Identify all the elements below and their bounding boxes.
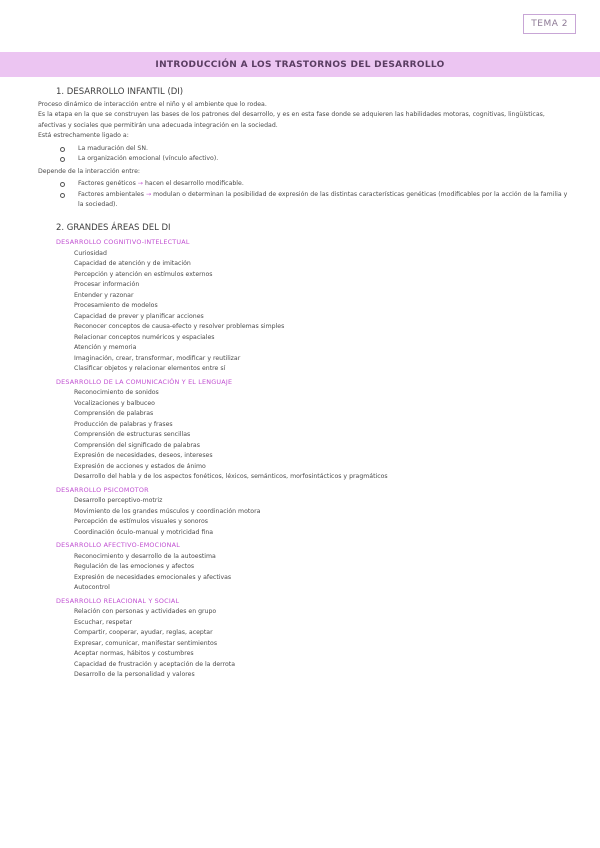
list-item: Comprensión de estructuras sencillas (74, 431, 191, 438)
list-item: Reconocer conceptos de causa-efecto y resolver problemas simples (74, 323, 285, 330)
area-title: DESARROLLO COGNITIVO-INTELECTUAL (56, 238, 190, 246)
list-item: Coordinación óculo-manual y motricidad fina (74, 528, 214, 536)
list-item: Comprensión de palabras (74, 410, 154, 417)
paragraph: Depende de la interacción entre: (38, 167, 140, 175)
paragraph: Está estrechamente ligado a: (38, 132, 129, 139)
list-item: Desarrollo del habla y de los aspectos fonéticos, léxicos, semánticos, morfosintácticos y pragmáticos (74, 473, 388, 480)
area-item-list (74, 496, 568, 538)
list-item: Autocontrol (74, 584, 110, 591)
topic-badge: TEMA 2 (523, 14, 576, 34)
list-item: Desarrollo de la personalidad y valores (74, 671, 195, 678)
list-item: Aceptar normas, hábitos y costumbres (74, 650, 194, 657)
list-item: La maduración del SN. (60, 144, 568, 155)
area-item-list (74, 607, 568, 681)
list-item: Regulación de las emociones y afectos (74, 563, 195, 570)
list-item: Entender y razonar (74, 291, 134, 299)
list-item: Percepción de estímulos visuales y sonoros (74, 518, 208, 525)
list-item: Imaginación, crear, transformar, modificar y reutilizar (74, 354, 241, 362)
list-item: Compartir, cooperar, ayudar, reglas, aceptar (74, 629, 213, 636)
list-item: Movimiento de los grandes músculos y coordinación motora (74, 507, 261, 515)
list-item: La organización emocional (vínculo afectivo). (60, 154, 568, 165)
factor-label: Factores ambientales (78, 190, 144, 198)
list-item: Capacidad de frustración y aceptación de la derrota (74, 660, 236, 668)
area-item-list (74, 388, 568, 483)
list-item: Producción de palabras y frases (74, 420, 173, 428)
section-heading-1: 1. DESARROLLO INFANTIL (DI) (56, 87, 184, 97)
list-item (60, 179, 568, 190)
area-title: DESARROLLO AFECTIVO-EMOCIONAL (56, 541, 180, 549)
page-title: INTRODUCCIÓN A LOS TRASTORNOS DEL DESARROLLO (0, 52, 600, 77)
list-item: Expresión de acciones y estados de ánimo (74, 462, 206, 470)
section-heading-2: 2. GRANDES ÁREAS DEL DI (56, 222, 171, 233)
list-item: Relación con personas y actividades en grupo (74, 608, 217, 615)
arrow-right-icon: → (137, 180, 143, 187)
area-title: DESARROLLO RELACIONAL Y SOCIAL (56, 596, 180, 605)
list-item: Reconocimiento de sonidos (74, 389, 159, 396)
area-item-list (74, 249, 568, 375)
list-item: Desarrollo perceptivo-motriz (74, 497, 163, 504)
areas-container (38, 237, 568, 681)
list-item: Atención y memoria (74, 344, 137, 351)
bullet-list (38, 144, 568, 165)
list-item: Vocalizaciones y balbuceo (74, 399, 155, 407)
paragraph: Es la etapa en la que se construyen las bases de los patrones del desarrollo, y es en esta fase donde se adquieren las habilidades motoras, cognitivas, lingüísticas, afectivas y sociales que permitirán una adecuada integración en la sociedad. (38, 111, 545, 129)
list-item: Clasificar objetos y relacionar elementos entre sí (74, 365, 226, 372)
list-item: Procesamiento de modelos (74, 302, 158, 309)
factor-description: modulan o determinan la posibilidad de expresión de las distintas características genéticas (modificables por la acción de la familia y la sociedad). (78, 190, 568, 208)
factor-description: hacen el desarrollo modificable. (142, 180, 244, 187)
area-title: DESARROLLO DE LA COMUNICACIÓN Y EL LENGUAJE (56, 377, 233, 386)
list-item: Comprensión del significado de palabras (74, 441, 200, 449)
area-item-list (74, 552, 568, 594)
factor-label: Factores genéticos (78, 180, 136, 187)
document-body (38, 87, 568, 681)
list-item: Percepción y atención en estímulos externos (74, 270, 213, 278)
list-item: Escuchar, respetar (74, 618, 132, 626)
list-item: Capacidad de prever y planificar acciones (74, 312, 204, 320)
bullet-list (38, 179, 568, 211)
list-item: Expresar, comunicar, manifestar sentimientos (74, 639, 218, 647)
list-item: Reconocimiento y desarrollo de la autoestima (74, 552, 216, 560)
list-item: Procesar información (74, 281, 140, 288)
list-item: Expresión de necesidades emocionales y afectivas (74, 573, 232, 581)
list-item: Capacidad de atención y de imitación (74, 260, 191, 267)
list-item: Expresión de necesidades, deseos, intereses (74, 452, 213, 459)
area-title: DESARROLLO PSICOMOTOR (56, 485, 149, 494)
list-item (60, 190, 568, 211)
list-item: Relacionar conceptos numéricos y espaciales (74, 333, 215, 341)
list-item: Curiosidad (74, 249, 107, 257)
arrow-right-icon: → (145, 190, 152, 198)
paragraph: Proceso dinámico de interacción entre el niño y el ambiente que lo rodea. (38, 100, 267, 108)
